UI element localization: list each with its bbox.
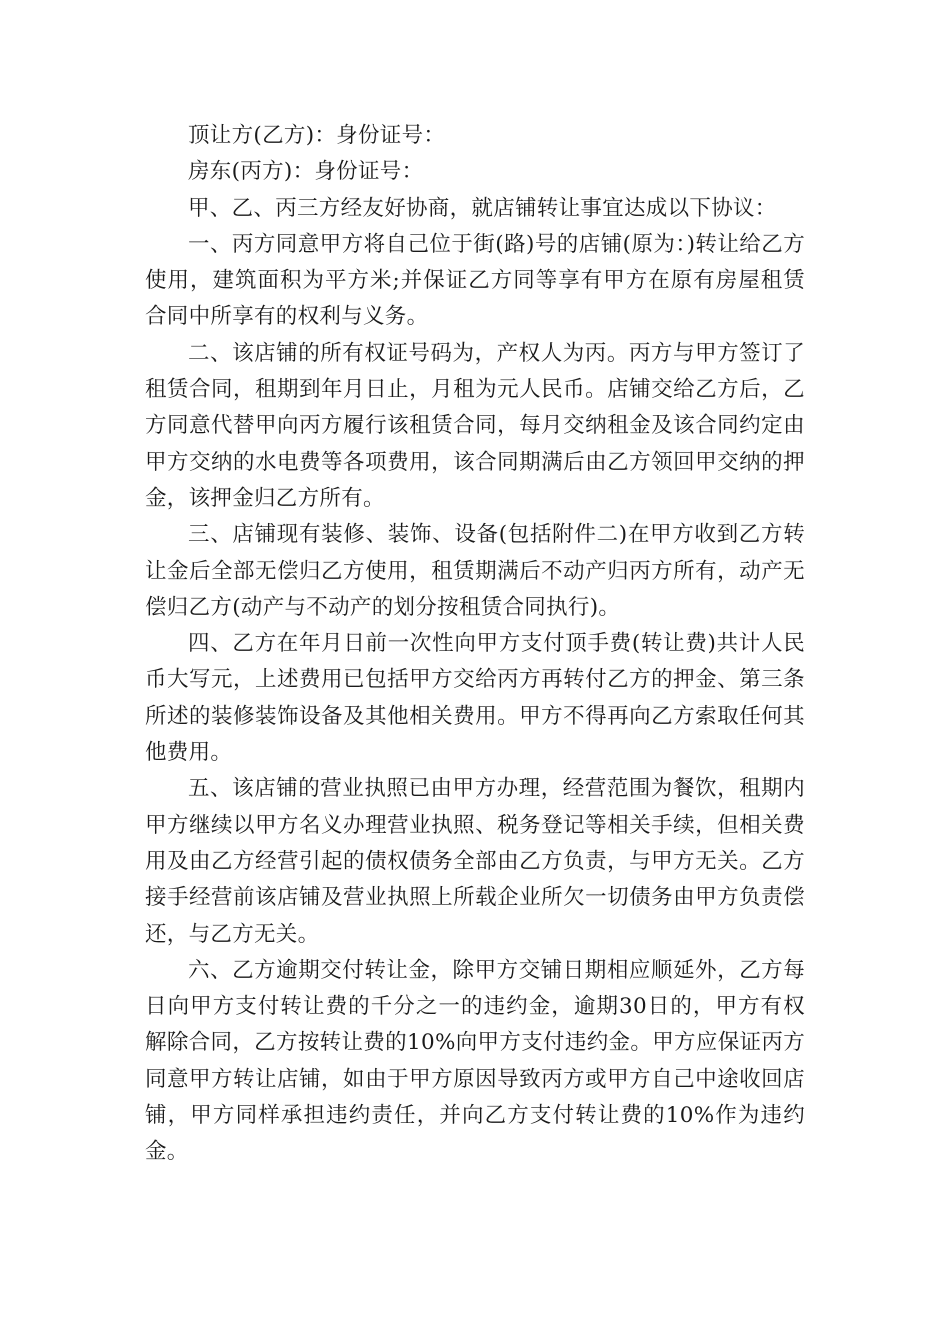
paragraph-landlord-id: 房东(丙方)：身份证号： bbox=[188, 159, 424, 185]
paragraph-clause-6: 六、乙方逾期交付转让金，除甲方交铺日期相应顺延外，乙方每日向甲方支付转让费的千分之一的违约金，逾期30日的，甲方有权解除合同，乙方按转让费的10%向甲方支付违约金。甲方应保证丙方同意甲方转让店铺，如由于甲方原因导致丙方或甲方自己中途收回店铺，甲方同样承担违约责任，并向乙方支付转让费的10%作为违约金。 bbox=[145, 957, 805, 1165]
paragraph-clause-5: 五、该店铺的营业执照已由甲方办理，经营范围为餐饮，租期内甲方继续以甲方名义办理营业执照、税务登记等相关手续，但相关费用及由乙方经营引起的债权债务全部由乙方负责，与甲方无关。乙方接手经营前该店铺及营业执照上所载企业所欠一切债务由甲方负责偿还，与乙方无关。 bbox=[145, 776, 805, 947]
paragraph-clause-2: 二、该店铺的所有权证号码为，产权人为丙。丙方与甲方签订了租赁合同，租期到年月日止，月租为元人民币。店铺交给乙方后，乙方同意代替甲向丙方履行该租赁合同，每月交纳租金及该合同约定由甲方交纳的水电费等各项费用，该合同期满后由乙方领回甲交纳的押金，该押金归乙方所有。 bbox=[145, 340, 805, 511]
paragraph-clause-4: 四、乙方在年月日前一次性向甲方支付顶手费(转让费)共计人民币大写元，上述费用已包括甲方交给丙方再转付乙方的押金、第三条所述的装修装饰设备及其他相关费用。甲方不得再向乙方索取任何其他费用。 bbox=[145, 631, 805, 766]
paragraph-clause-3: 三、店铺现有装修、装饰、设备(包括附件二)在甲方收到乙方转让金后全部无偿归乙方使用，租赁期满后不动产归丙方所有，动产无偿归乙方(动产与不动产的划分按租赁合同执行)。 bbox=[145, 522, 805, 620]
paragraph-transferee-id: 顶让方(乙方)：身份证号： bbox=[188, 123, 446, 148]
paragraph-clause-1: 一、丙方同意甲方将自己位于街(路)号的店铺(原为：)转让给乙方使用，建筑面积为平方米;并保证乙方同等享有甲方在原有房屋租赁合同中所享有的权利与义务。 bbox=[145, 231, 805, 330]
document-body bbox=[145, 118, 805, 1171]
paragraph-preamble: 甲、乙、丙三方经友好协商，就店铺转让事宜达成以下协议： bbox=[188, 195, 777, 221]
